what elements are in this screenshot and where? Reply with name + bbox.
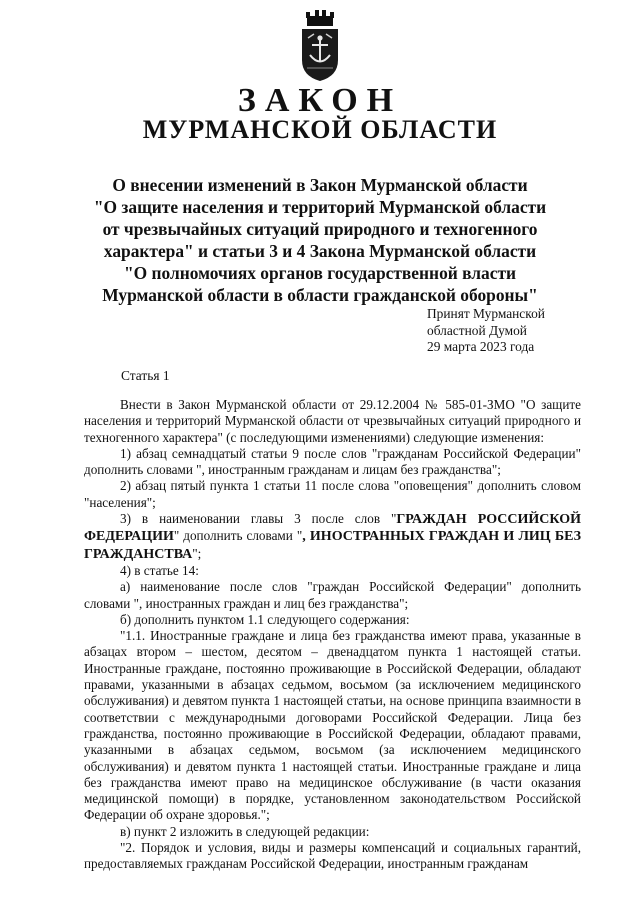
quoted-provision: "1.1. Иностранные граждане и лица без гражданства имеют права, указанные в абзацах втором – шестом, десятом – двенадцатом пункта 1 настоящей статьи. Иностранные граждане, постоянно проживающие в Российской Федерации, обладают правами, указанными в абзацах седьмом, восьмом (за исключением медицинского обслуживания) и девятом пункта 1 настоящей статьи, на основе принципа взаимности в соответствии с международными договорами Российской Федерации. Лица без гражданства, постоянно проживающие в Российской Федерации, обладают правами, указанными в абзацах седьмом, восьмом (за исключением медицинского обслуживания) и девятом пункта 1 настоящей статьи. Иностранные граждане и лица без гражданства имеют право на медицинское обслуживание (в части оказания медицинской помощи) в порядке, установленном законодательством Российской Федерации об охране здоровья.";: [84, 628, 581, 823]
law-title: [88, 174, 552, 306]
caps-text: ГРАЖДАН РОССИЙСКОЙ ФЕДЕРАЦИИ: [84, 512, 581, 545]
law-word-heading: ЗАКОН: [237, 82, 403, 119]
amendment-text: 3) в наименовании главы 3 после слов ": [120, 511, 397, 527]
article-label: Статья 1: [121, 368, 170, 383]
title-line: О внесении изменений в Закон Мурманской области: [112, 175, 528, 195]
amendment-item: 1) абзац семнадцатый статьи 9 после слов "гражданам Российской Федерации" дополнить словами ", иностранным гражданам и лицам без гражданства";: [84, 445, 581, 478]
title-line: характера" и статьи 3 и 4 Закона Мурманской области: [103, 241, 537, 261]
amendment-subitem: а) наименование после слов "граждан Российской Федерации" дополнить словами ", иностранных граждан и лиц без гражданства";: [84, 579, 581, 611]
amendment-subitem: б) дополнить пунктом 1.1 следующего содержания:: [120, 611, 410, 627]
amendment-item: 4) в статье 14:: [120, 562, 199, 578]
title-line: Мурманской области в области гражданской обороны": [102, 285, 538, 305]
adoption-date: 29 марта 2023 года: [427, 339, 535, 354]
adoption-line: Принят Мурманской: [427, 306, 545, 321]
adoption-note: [427, 306, 545, 356]
title-line: "О защите населения и территорий Мурманской области: [93, 197, 547, 217]
amendment-text: " дополнить словами ": [173, 528, 303, 544]
amendment-item: [84, 511, 581, 563]
caps-text: , ИНОСТРАННЫХ ГРАЖДАН И ЛИЦ БЕЗ ГРАЖДАНСТВА: [84, 529, 581, 562]
adoption-line: областной Думой: [427, 322, 527, 338]
title-line: от чрезвычайных ситуаций природного и техногенного: [102, 219, 538, 239]
amendment-item: 2) абзац пятый пункта 1 статьи 11 после слова "оповещения" дополнить словом "населения";: [84, 478, 581, 510]
intro-paragraph: Внести в Закон Мурманской области от 29.12.2004 № 585-01-ЗМО "О защите населения и территорий Мурманской области от чрезвычайных ситуаций природного и техногенного характера" (с последующими изменениями) следующие изменения:: [84, 397, 581, 445]
quoted-provision: "2. Порядок и условия, виды и размеры компенсаций и социальных гарантий, предоставляемых гражданам Российской Федерации, иностранным гражданам: [84, 840, 581, 872]
region-heading: МУРМАНСКОЙ ОБЛАСТИ: [142, 115, 498, 144]
amendment-subitem: в) пункт 2 изложить в следующей редакции:: [120, 823, 370, 839]
title-line: "О полномочиях органов государственной власти: [123, 263, 517, 283]
article-body: [84, 397, 581, 873]
amendment-text: ";: [192, 545, 202, 561]
coat-of-arms-icon: [299, 10, 341, 82]
